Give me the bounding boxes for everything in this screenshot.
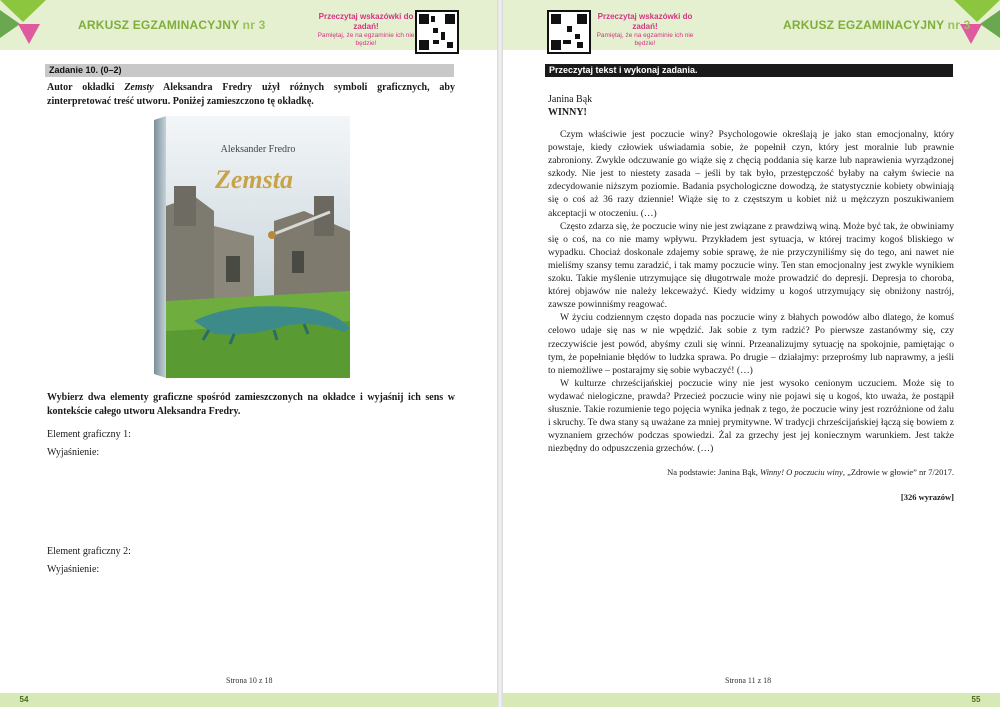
- article-paragraph: Czym właściwie jest poczucie winy? Psychologowie określają je jako stan emocjonalny, który powstaje, kiedy człowiek uświadamia sobie, że popełnił czyn, który jest moralnie lub prawnie zabroniony. Zwykle odczuwanie go wiąże się z chęcią poddania się karze lub naprawienia wyrządzonej szkody. Nie jest to niestety zasada – jeśli by tak było, przestępczość byłaby na całym świecie na zdecydowanie niższym poziomie. Badania psychologiczne dowodzą, że statystycznie kobiety obwiniają się o coś aż 36 razy dziennie! Wiąże się to z częstszym u kobiet niż u mężczyzn poszukiwaniem akceptacji w otoczeniu. (…): [548, 129, 954, 219]
- answer-2-blank-line[interactable]: [47, 600, 449, 612]
- answer-1-blank-line[interactable]: [47, 483, 449, 495]
- task-10-intro: Autor okładki Zemsty Aleksandra Fredry użył różnych symboli graficznych, aby zinterpretować treść utworu. Poniżej zamieszczono tę okładkę.: [47, 82, 455, 107]
- task-10-header: Zadanie 10. (0–2): [45, 64, 454, 77]
- book-cover-image: [154, 116, 350, 378]
- article-paragraph: W kulturze chrześcijańskiej poczucie winy nie jest wysoko cenionym uczuciem. Może się to wydawać nielogiczne, prawda? Przecież poczucie winy nie pojawi się u kogoś, kto uważa, że postąpił słusznie. Takie rozumienie tego pojęcia wynika jednak z tego, że poczucie winy jest rozróżnione od żalu i skruchy. Te dwa stany są uważane za mniej prymitywne. W tradycji chrześcijańskiej łączą się bowiem z wyznaniem grzechów podczas spowiedzi. Żal za grzechy jest jej koniecznym warunkiem. Jest także niezbędny do odpuszczenia grzechów. (…): [548, 377, 954, 455]
- answer-1-element-line[interactable]: Element graficzny 1:: [47, 429, 449, 441]
- right-page: [503, 0, 1000, 707]
- cover-author: Aleksander Fredro: [220, 144, 296, 155]
- answer-1-blank-line[interactable]: [47, 501, 449, 513]
- right-qr-code[interactable]: [547, 10, 591, 54]
- article-title: WINNY!: [548, 107, 587, 118]
- article-body: [548, 128, 954, 455]
- answer-2-explanation-line[interactable]: Wyjaśnienie:: [47, 564, 449, 576]
- answer-2-element-line[interactable]: Element graficzny 2:: [47, 546, 449, 558]
- article-paragraph: Często zdarza się, że poczucie winy nie jest związane z prawdziwą winą. Może być tak, że obwiniamy się o coś, na co nie mamy wpływu. Przykładem jest sytuacja, w której tracimy kogoś bliskiego w wypadku. Chociaż doskonale zdajemy sobie sprawę, że nie przyczyniliśmy się do tego, ani nawet nie mieliśmy szansy temu zaradzić, i tak mamy poczucie winy. Ten stan emocjonalny jest zwykle wynikiem szoku. Takie myślenie utrzymujące się długotrwale może prowadzić do depresji. Depresja to choroba, której objawów nie należy lekceważyć. Kiedy widzimy u kogoś utrzymujący się obniżony nastrój, zawsze powinniśmy reagować.: [548, 220, 954, 311]
- reading-task-header: Przeczytaj tekst i wykonaj zadania.: [545, 64, 953, 77]
- right-sheet-title: ARKUSZ EGZAMINACYJNY nr 3: [783, 18, 971, 32]
- left-qr-code[interactable]: [415, 10, 459, 54]
- task-10-instruction: Wybierz dwa elementy graficzne spośród zamieszczonych na okładce i wyjaśnij ich sens w kontekście całego utworu Aleksandra Fredry.: [47, 392, 455, 417]
- cover-title: Zemsta: [215, 165, 293, 194]
- right-page-footer: Strona 11 z 18: [725, 676, 772, 685]
- answer-1-explanation-line[interactable]: Wyjaśnienie:: [47, 447, 449, 459]
- word-count: [326 wyrazów]: [900, 492, 954, 502]
- right-page-number: 55: [971, 695, 981, 704]
- article-source: Na podstawie: Janina Bąk, Winny! O poczuciu winy, „Zdrowie w głowie” nr 7/2017.: [667, 467, 954, 477]
- answer-2-blank-line[interactable]: [47, 636, 449, 648]
- article-paragraph: W życiu codziennym często dopada nas poczucie winy z błahych powodów albo dlatego, że komuś celowo udaje się nas w nie wpędzić. Jak sobie z tym radzić? Po pierwsze zastanówmy się, czy rzeczywiście jest powód, abyśmy czuli się winni. Przeanalizujmy sytuację na spokojnie, pamiętając o tym, że popełnianie błędów to ludzka sprawa. Po drugie – działajmy: przeprośmy lub naprawmy, a jeśli to niemożliwe – postarajmy się sobie wybaczyć! (…): [548, 312, 954, 376]
- right-footer-band: [503, 693, 1000, 707]
- left-page-footer: Strona 10 z 18: [226, 676, 273, 685]
- left-corner-triangles: [0, 0, 60, 50]
- answer-1-blank-line[interactable]: [47, 465, 449, 477]
- left-footer-band: [0, 693, 497, 707]
- right-qr-note: Przeczytaj wskazówki do zadań! Pamiętaj, że na egzaminie ich nie będzie!: [596, 12, 694, 47]
- left-page-number: 54: [19, 695, 29, 704]
- left-sheet-title: ARKUSZ EGZAMINACYJNY nr 3: [78, 18, 266, 32]
- answer-1-blank-line[interactable]: [47, 519, 449, 531]
- answer-2-blank-line[interactable]: [47, 582, 449, 594]
- left-qr-note: Przeczytaj wskazówki do zadań! Pamiętaj, że na egzaminie ich nie będzie!: [317, 12, 415, 47]
- article-author: Janina Bąk: [548, 94, 593, 105]
- answer-2-blank-line[interactable]: [47, 618, 449, 630]
- left-page: [0, 0, 497, 707]
